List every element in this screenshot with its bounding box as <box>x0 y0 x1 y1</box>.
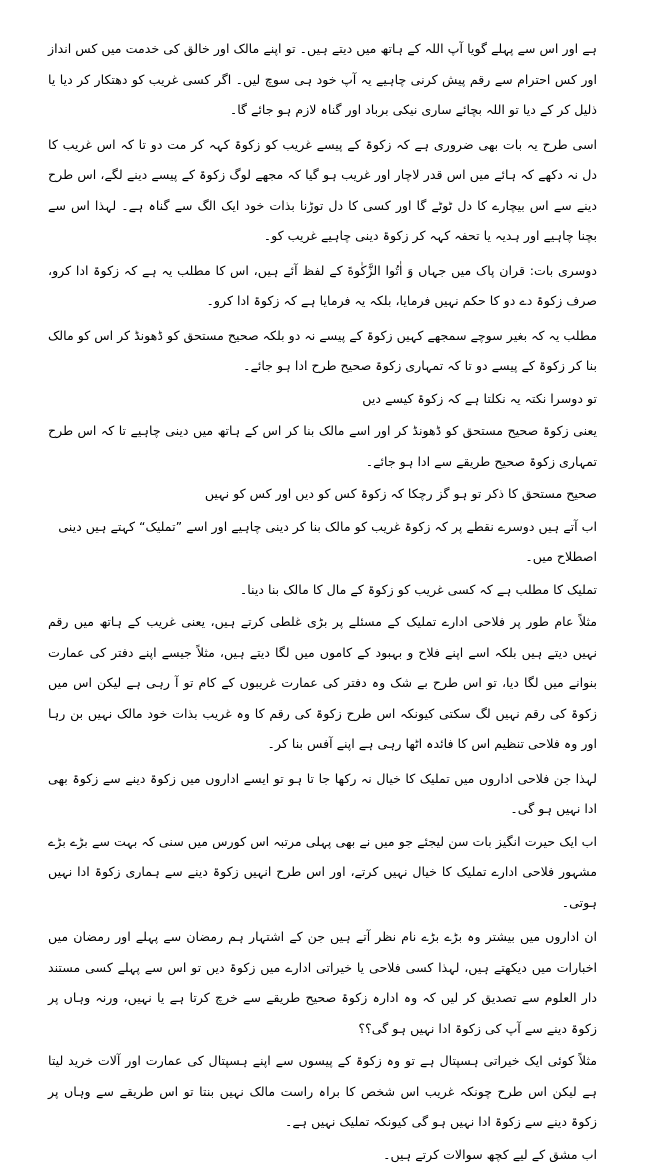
paragraph-make-owner: یعنی زکوۃ صحیح مستحق کو ڈھونڈ کر اور اسے مالک بنا کر اس کے ہاتھ میں دینی چاہیے تا کہ اس طرح تمہاری زکوۃ صحیح طریقے سے ادا ہو جائے۔ <box>48 416 597 477</box>
paragraph-verify-institution: ان اداروں میں بیشتر وہ بڑے بڑے نام نظر آتے ہیں جن کے اشتہار ہم رمضان سے پہلے اور رمضان میں اخبارات میں دیکھتے ہیں، لہذا کسی فلاحی یا خیراتی ادارے میں زکوۃ دیں تو اس سے پہلے کسی مستند دار العلوم سے تصدیق کر لیں کہ وہ ادارہ زکوۃ صحیح طریقے سے خرچ کرتا ہے یا نہیں، ورنہ وہاں پر زکوۃ دینے سے آپ کی زکوۃ ادا نہیں ہو گی؟؟ <box>48 922 597 1044</box>
paragraph-second-point-quran: دوسری بات: قران پاک میں جہاں وَ اٰتُوا الزَّكٰوةَ کے لفظ آئے ہیں، اس کا مطلب یہ ہے کہ زکوۃ ادا کرو، صرف زکوۃ دے دو کا حکم نہیں فرمایا، بلکہ یہ فرمایا ہے کہ زکوۃ ادا کرو۔ <box>48 256 597 317</box>
paragraph-tamleek-definition: تملیک کا مطلب ہے کہ کسی غریب کو زکوۃ کے مال کا مالک بنا دینا۔ <box>48 575 597 606</box>
paragraph-find-deserving: مطلب یہ کہ بغیر سوچے سمجھے کہیں زکوۃ کے پیسے نہ دو بلکہ صحیح مستحق کو ڈھونڈ کر اس کو مالک بنا کر زکوۃ کے پیسے دو تا کہ تمہاری زکوۃ صحیح طرح ادا ہو جائے۔ <box>48 321 597 382</box>
paragraph-welfare-mistake: مثلاً عام طور پر فلاحی ادارے تملیک کے مسئلے پر بڑی غلطی کرتے ہیں، یعنی غریب کے ہاتھ میں رقم نہیں دیتے ہیں بلکہ اسے اپنے فلاح و بہبود کے کاموں میں لگا دیتے ہیں، مثلاً جیسے اپنے دفتر کی عمارت بنوانے میں لگا دیا، تو اس طرح بے شک وہ دفتر کی عمارت غریبوں کے کام تو آ رہی ہے لیکن اس میں زکوۃ کی رقم نہیں لگ سکتی کیونکہ اس طرح زکوۃ کی رقم کا وہ غریب بذات خود مالک نہیں بن رہا اور وہ فلاحی تنظیم اس کا فائدہ اٹھا رہی ہے اپنے آفس بنا کر۔ <box>48 607 597 760</box>
paragraph-practice-questions: اب مشق کے لیے کچھ سوالات کرتے ہیں۔ <box>48 1140 597 1170</box>
paragraph-surprising-fact: اب ایک حیرت انگیز بات سن لیجئے جو میں نے بھی پہلی مرتبہ اس کورس میں سنی کہ بہت سے بڑے بڑے مشہور فلاحی ادارے تملیک کا خیال نہیں کرتے، اور اس طرح انہیں زکوۃ دینے سے ہماری زکوۃ ادا نہیں ہوتی۔ <box>48 827 597 919</box>
page-content <box>48 34 597 1170</box>
paragraph-deserving-mentioned: صحیح مستحق کا ذکر تو ہو گز رچکا کہ زکوۃ کس کو دیں اور کس کو نہیں <box>48 479 597 510</box>
paragraph-do-not-call-it-zakat: اسی طرح یہ بات بھی ضروری ہے کہ زکوۃ کے پیسے غریب کو زکوۃ کہہ کر مت دو تا کہ اس غریب کا دل نہ دکھے کہ ہائے میں اس قدر لاچار اور غریب ہو گیا کہ مجھے لوگ زکوۃ کے پیسے دینے لگے، اس طرح دینے سے اس بیچارے کا دل ٹوٹے گا اور کسی کا دل توڑنا بذات خود ایک الگ سے گناہ ہے۔ لہذا اس سے بچنا چاہیے اور ہدیہ یا تحفہ کہہ کر زکوۃ دینی چاہیے غریب کو۔ <box>48 130 597 252</box>
paragraph-second-issue-heading: تو دوسرا نکتہ یہ نکلتا ہے کہ زکوۃ کیسے دیں <box>48 384 597 415</box>
paragraph-zakat-not-valid: لہذا جن فلاحی اداروں میں تملیک کا خیال نہ رکھا جا تا ہو تو ایسے اداروں میں زکوۃ دینے سے زکوۃ بھی ادا نہیں ہو گی۔ <box>48 764 597 825</box>
paragraph-tamleek-intro: اب آتے ہیں دوسرے نقطے پر کہ زکوۃ غریب کو مالک بنا کر دینی چاہیے اور اسے ”تملیک“ کہتے ہیں دینی اصطلاح میں۔ <box>48 512 597 573</box>
paragraph-hospital-example: مثلاً کوئی ایک خیراتی ہسپتال ہے تو وہ زکوۃ کے پیسوں سے اپنے ہسپتال کی عمارت اور آلات خرید لیتا ہے لیکن اس طرح چونکہ غریب اس شخص کا براہ راست مالک نہیں بنتا تو اس طریقے سے وہاں پر زکوۃ دینے سے زکوۃ ادا نہیں ہو گی کیونکہ تملیک نہیں ہے۔ <box>48 1046 597 1138</box>
paragraph-dignity-of-giving: ہے اور اس سے پہلے گویا آپ اللہ کے ہاتھ میں دیتے ہیں۔ تو اپنے مالک اور خالق کی خدمت میں کس انداز اور کس احترام سے رقم پیش کرنی چاہیے یہ آپ خود ہی سوچ لیں۔ اگر کسی غریب کو دھتکار کر دیا یا ذلیل کر کے دیا تو اللہ بچائے ساری نیکی برباد اور گناہ لازم ہو جائے گا۔ <box>48 34 597 126</box>
